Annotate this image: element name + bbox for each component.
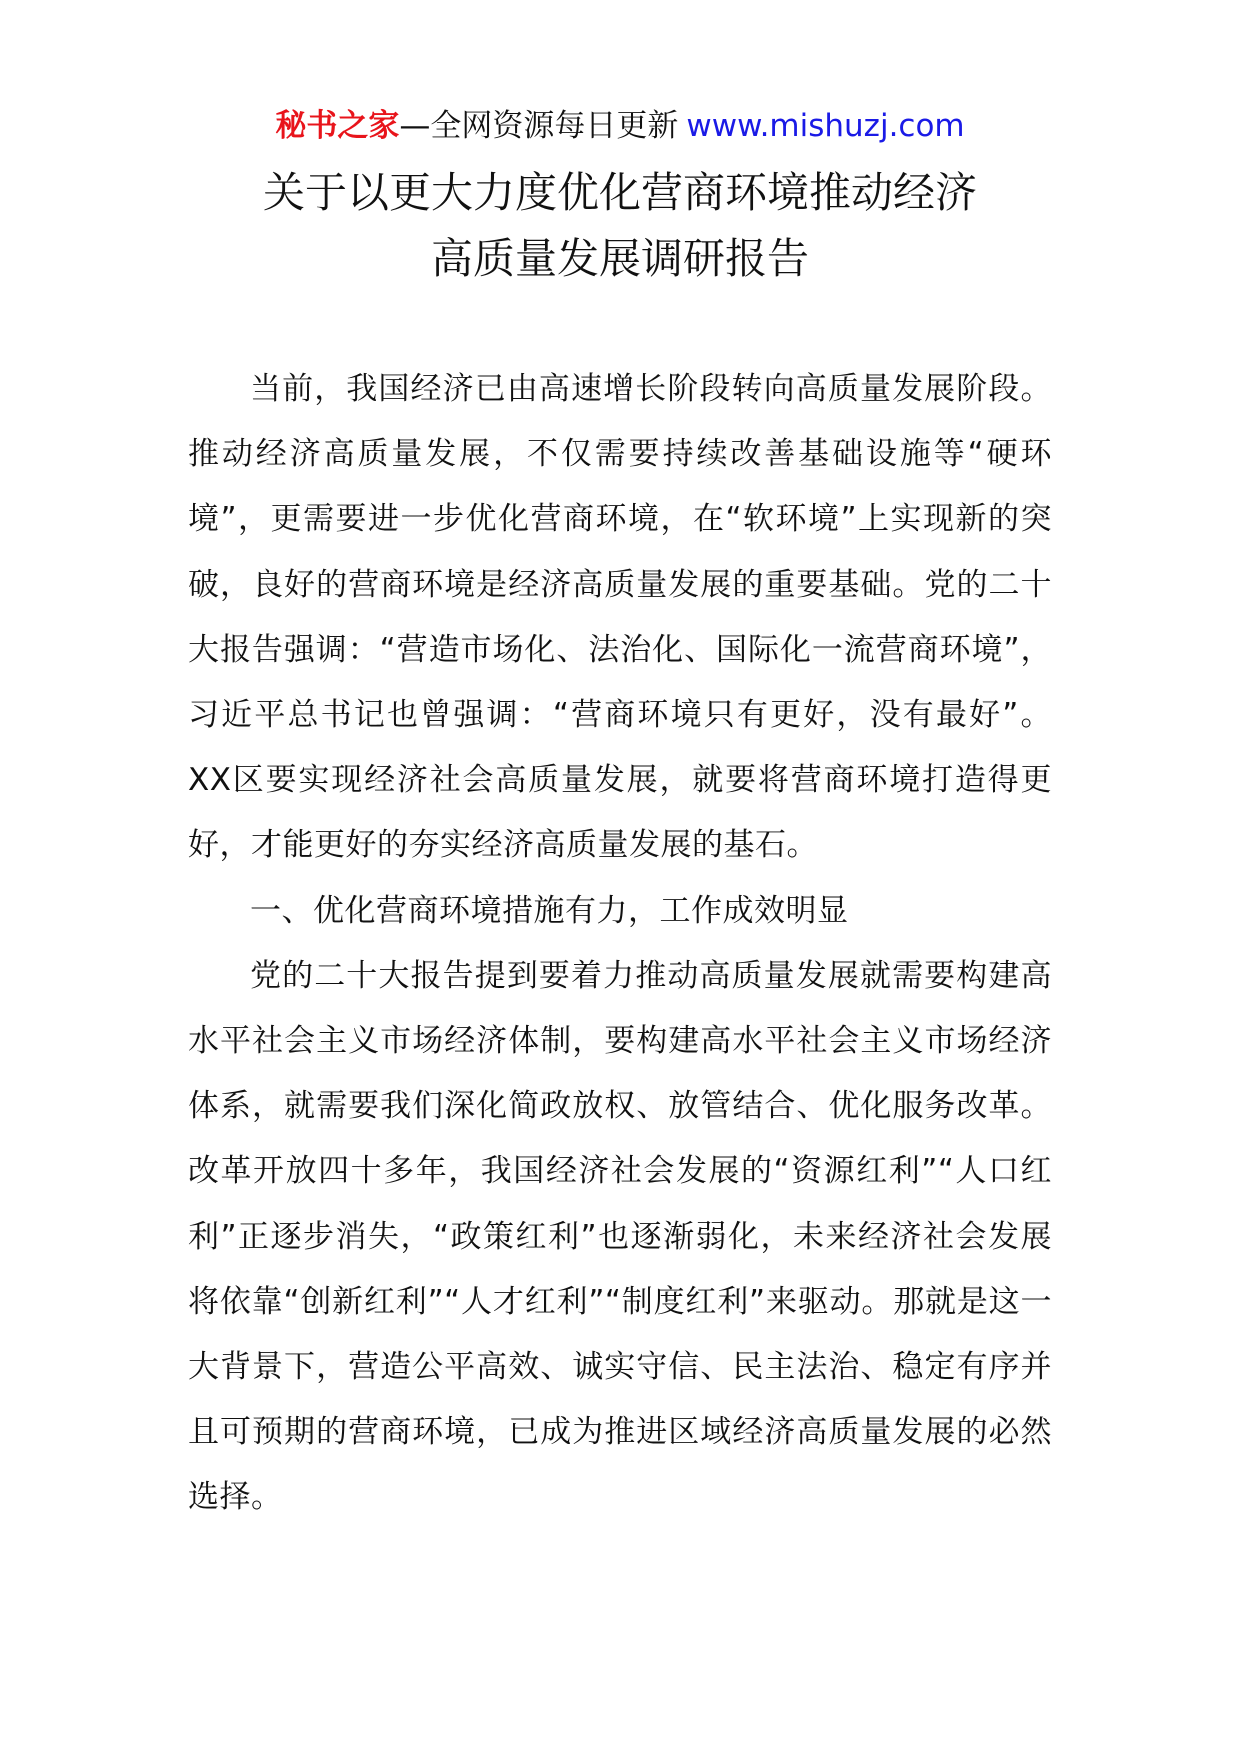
brand-name: 秘书之家 <box>275 108 400 144</box>
title-line-2: 高质量发展调研报告 <box>430 234 809 283</box>
document-body <box>188 357 1052 1531</box>
site-url-link[interactable]: www.mishuzj.com <box>686 108 965 144</box>
site-header <box>0 104 1240 148</box>
section-heading-1: 一、优化营商环境措施有力，工作成效明显 <box>250 892 849 929</box>
header-tagline: —全网资源每日更新 <box>399 108 679 144</box>
paragraph-section-1: 党的二十大报告提到要着力推动高质量发展就需要构建高水平社会主义市场经济体制，要构建高水平社会主义市场经济体系，就需要我们深化简政放权、放管结合、优化服务改革。改革开放四十多年，我国经济社会发展的“资源红利”“人口红利”正逐步消失，“政策红利”也逐渐弱化，未来经济社会发展将依靠“创新红利”“人才红利”“制度红利”来驱动。那就是这一大背景下，营造公平高效、诚实守信、民主法治、稳定有序并且可预期的营商环境，已成为推进区域经济高质量发展的必然选择。 <box>188 957 1052 1516</box>
paragraph-intro: 当前，我国经济已由高速增长阶段转向高质量发展阶段。推动经济高质量发展，不仅需要持续改善基础设施等“硬环境”，更需要进一步优化营商环境，在“软环境”上实现新的突破，良好的营商环境是经济高质量发展的重要基础。党的二十大报告强调：“营造市场化、法治化、国际化一流营商环境”，习近平总书记也曾强调：“营商环境只有更好，没有最好”。XX区要实现经济社会高质量发展，就要将营商环境打造得更好，才能更好的夯实经济高质量发展的基石。 <box>188 371 1052 864</box>
title-line-1: 关于以更大力度优化营商环境推动经济 <box>262 168 977 217</box>
document-title <box>0 160 1240 292</box>
